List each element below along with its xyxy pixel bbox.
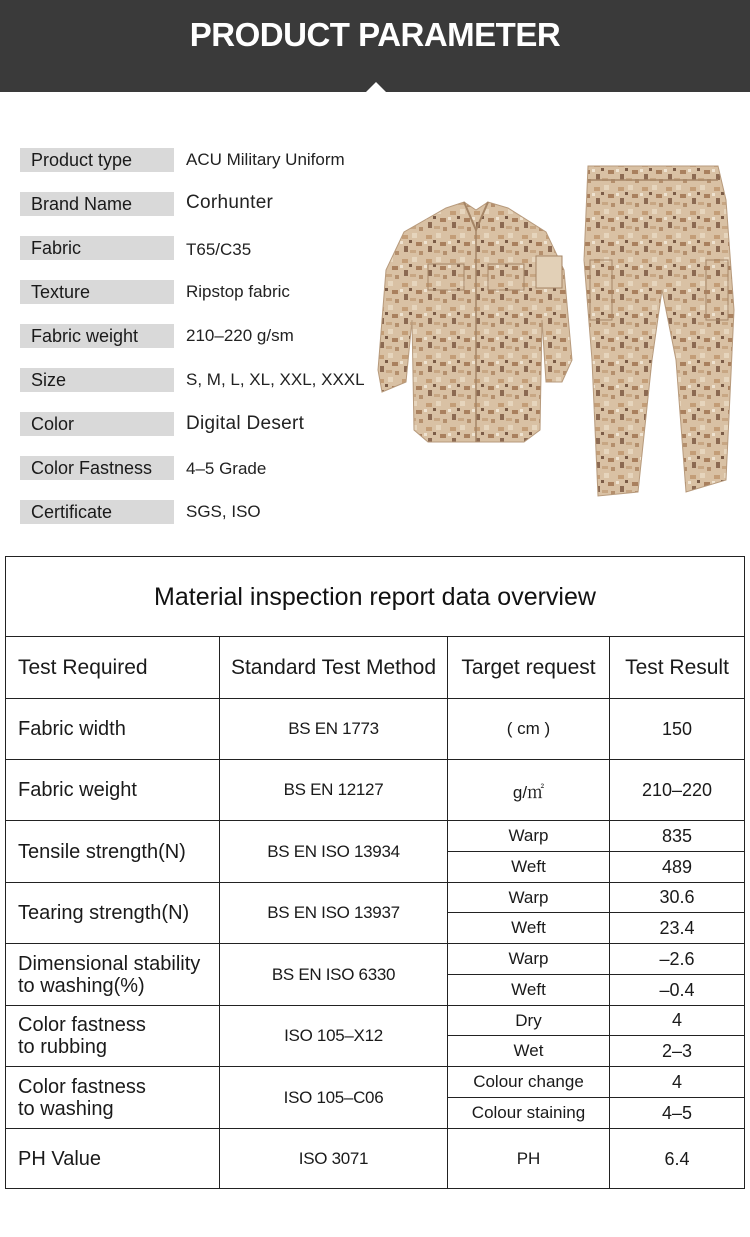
table-row-target: Colour change (473, 1072, 584, 1091)
table-row-result: 4 (671, 1010, 682, 1030)
table-row-result: 6.4 (664, 1148, 690, 1169)
table-row-method: BS EN 12127 (283, 780, 384, 799)
param-label-fabric-weight: Fabric weight (20, 324, 174, 348)
table-row-result: 4–5 (661, 1102, 693, 1123)
param-label-fabric: Fabric (20, 236, 174, 260)
table-row-result: 30.6 (659, 887, 695, 907)
table-row-test: Fabric weight (18, 779, 137, 801)
page-title: PRODUCT PARAMETER (189, 16, 561, 53)
table-row-result: 2–3 (661, 1040, 693, 1061)
param-label-color: Color (20, 412, 174, 436)
table-row-target: ( cm ) (506, 719, 551, 738)
table-row-test: Tearing strength(N) (18, 902, 190, 924)
banner-notch (366, 82, 386, 92)
param-label-certificate: Certificate (20, 500, 174, 524)
column-header-test-result: Test Result (625, 655, 729, 679)
table-row-result: 835 (661, 825, 693, 846)
table-row-result: 23.4 (659, 917, 695, 938)
uniform-illustration (376, 160, 750, 500)
inspection-report-table (5, 556, 745, 1189)
param-label-size: Size (20, 368, 174, 392)
table-row-target: Colour staining (471, 1103, 586, 1122)
column-header-standard-test-method: Standard Test Method (230, 655, 437, 679)
trousers-icon (584, 166, 734, 496)
param-label-brand-name: Brand Name (20, 192, 174, 216)
table-row-test: Color fastness to rubbing (18, 1014, 146, 1058)
table-row-test: Color fastness to washing (18, 1075, 146, 1120)
column-header-target-request: Target request (461, 655, 596, 679)
header-banner (0, 0, 750, 92)
report-title: Material inspection report data overview (6, 557, 744, 637)
param-label-texture: Texture (20, 280, 174, 304)
param-value-product-type: ACU Military Uniform (186, 150, 345, 169)
param-label-product-type: Product type (20, 148, 174, 172)
table-row-target: PH (516, 1149, 541, 1168)
param-value-fabric: T65/C35 (186, 240, 252, 259)
param-value-size: S, M, L, XL, XXL, XXXL (186, 370, 365, 389)
param-value-color: Digital Desert (186, 413, 305, 434)
param-label-color-fastness: Color Fastness (20, 456, 174, 480)
param-value-color-fastness: 4–5 Grade (186, 459, 267, 478)
table-row-test: Tensile strength(N) (18, 840, 186, 863)
param-value-certificate: SGS, ISO (186, 502, 261, 521)
table-row-target: g/㎡ (512, 782, 545, 802)
param-value-brand-name: Corhunter (186, 192, 274, 213)
table-row-result: 489 (661, 856, 693, 877)
table-row-test: PH Value (18, 1148, 102, 1170)
column-header-test-required: Test Required (18, 655, 148, 679)
table-row-target: Warp (508, 826, 549, 845)
table-row-method: BS EN ISO 6330 (271, 964, 396, 984)
table-row-method: ISO 3071 (298, 1149, 369, 1168)
jacket-icon (378, 202, 572, 442)
table-row-method: BS EN ISO 13934 (267, 841, 400, 861)
table-row-method: BS EN 1773 (288, 719, 379, 738)
table-row-test: Dimensional stability to washing(%) (18, 952, 201, 997)
table-row-target: Weft (511, 857, 546, 876)
table-row-target: Warp (508, 887, 549, 907)
table-row-method: BS EN ISO 13937 (267, 903, 400, 922)
param-value-fabric-weight: 210–220 g/sm (186, 326, 294, 345)
table-row-method: ISO 105–C06 (283, 1087, 384, 1107)
table-row-target: Weft (511, 918, 546, 937)
param-value-texture: Ripstop fabric (186, 282, 290, 301)
table-row-target: Weft (511, 980, 546, 999)
table-row-result: 4 (671, 1071, 682, 1092)
table-row-result: 150 (661, 718, 693, 739)
table-row-result: –2.6 (659, 948, 695, 969)
table-row-result: 210–220 (641, 779, 713, 800)
table-row-method: ISO 105–X12 (284, 1026, 383, 1045)
table-row-target: Wet (513, 1041, 544, 1060)
table-row-target: Dry (515, 1010, 542, 1030)
table-row-test: Fabric width (18, 718, 126, 740)
table-row-target: Warp (508, 949, 549, 968)
table-row-result: –0.4 (659, 979, 695, 1000)
